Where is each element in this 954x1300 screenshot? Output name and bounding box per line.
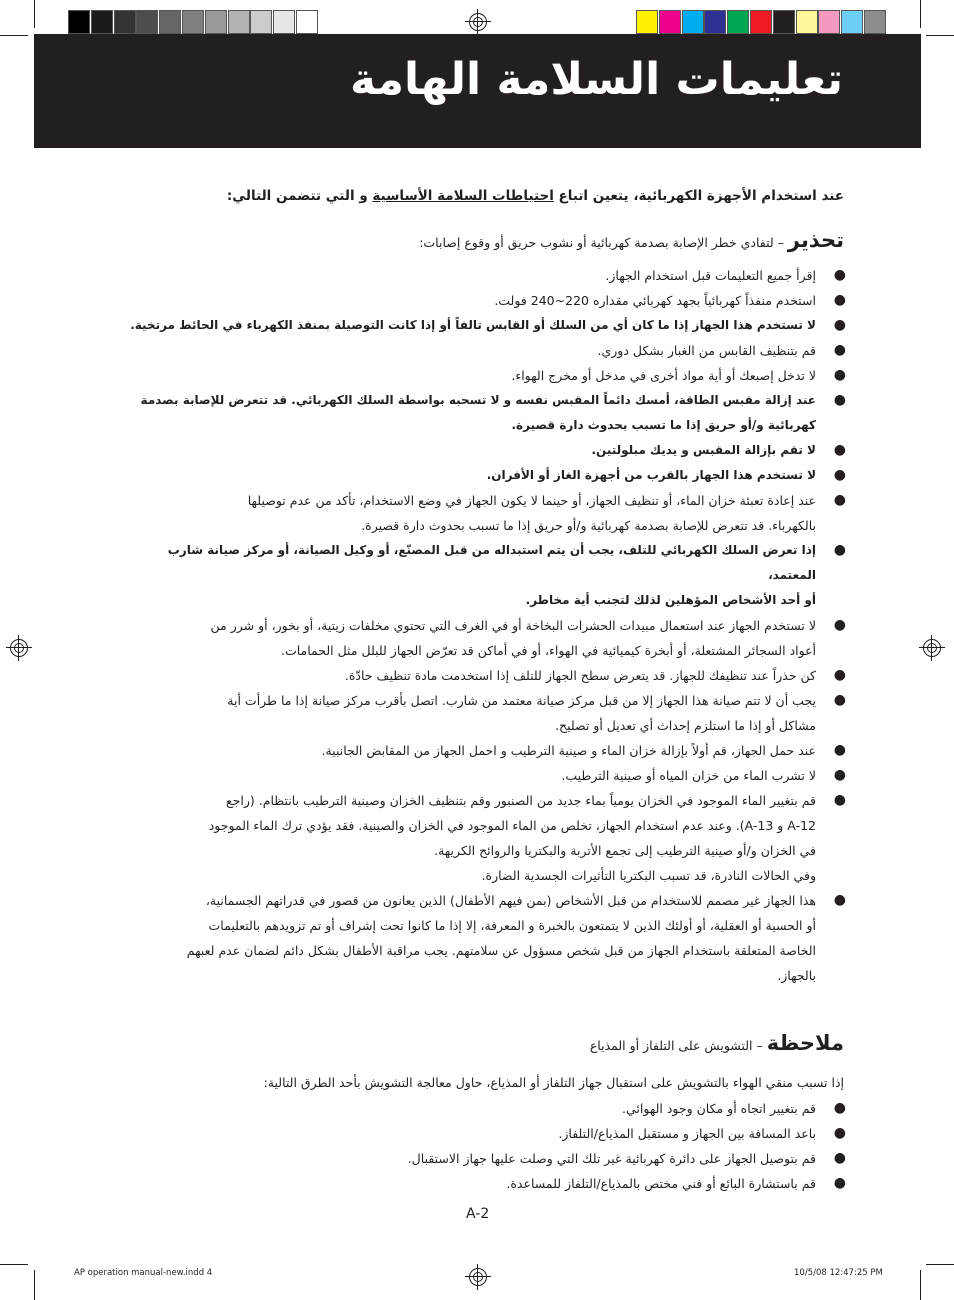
list-item <box>126 438 846 463</box>
bullet-icon: ● <box>833 892 846 908</box>
bullet-icon: ● <box>833 692 846 708</box>
crop-mark <box>0 1264 28 1265</box>
list-item <box>126 288 846 313</box>
registration-mark-icon <box>469 13 487 31</box>
list-item <box>126 1096 846 1121</box>
list-item-text: كن حذراً عند تنظيفك للجهاز. قد يتعرض سطح الجهاز للتلف إذا استخدمت مادة تنظيف حادّة. <box>344 668 816 683</box>
intro-line <box>227 188 844 204</box>
calibration-swatch <box>228 10 250 34</box>
note-line <box>590 1031 844 1055</box>
warning-line <box>419 228 844 252</box>
list-item-text: كهربائية و/أو حريق إذا ما تسبب بحدوث دارة قصيرة. <box>511 418 816 432</box>
intro-text-1: عند استخدام الأجهزة الكهربائية، يتعين اتباع <box>553 188 844 204</box>
bullet-icon: ● <box>833 442 846 458</box>
crop-mark <box>920 0 921 28</box>
page-number: A-2 <box>466 1206 490 1222</box>
list-item-text: يجب أن لا تتم صيانة هذا الجهاز إلا من قبل مركز صيانة معتمد من شارب. اتصل بأقرب مركز صيانة إذا ما طرأت أية <box>227 693 816 708</box>
bullet-icon: ● <box>833 1150 846 1166</box>
color-calibration-strip <box>636 10 887 34</box>
calibration-swatch <box>773 10 795 34</box>
calibration-swatch <box>704 10 726 34</box>
bullet-icon: ● <box>833 1125 846 1141</box>
list-item <box>126 663 846 688</box>
bullet-icon: ● <box>833 292 846 308</box>
list-item <box>126 888 846 988</box>
crop-mark <box>34 0 35 28</box>
calibration-swatch <box>250 10 272 34</box>
bullet-icon: ● <box>833 667 846 683</box>
calibration-swatch <box>636 10 658 34</box>
list-item-text: قم بتغيير اتجاه أو مكان وجود الهوائي. <box>622 1101 816 1116</box>
list-item-text: إذا تعرض السلك الكهربائي للتلف، يجب أن يتم استبداله من قبل المصنّع، أو وكيل الصيانة، أو مركز صيانة شارب المعتمد، <box>167 543 816 582</box>
list-item-text: أعواد السجائر المشتعلة، أو أبخرة كيميائية في الهواء، أو في أماكن قد تعرّض الجهاز للبلل مثل الحمامات. <box>280 643 816 658</box>
list-item-text: لا تشرب الماء من خزان المياه أو صينية الترطيب. <box>561 768 816 783</box>
registration-mark-icon <box>469 1268 487 1286</box>
bullet-icon: ● <box>833 1100 846 1116</box>
calibration-swatch <box>659 10 681 34</box>
safety-instructions-list <box>126 263 846 988</box>
list-item-text: قم بتنظيف القابس من الغبار بشكل دوري. <box>597 343 816 358</box>
calibration-swatch <box>68 10 90 34</box>
list-item-text: وفي الحالات النادرة، قد تسبب البكتريا التأثيرات الجسدية الضارة. <box>481 868 816 883</box>
note-text: – التشويش على التلفاز أو المذياع <box>589 1038 763 1053</box>
list-item-text: بالكهرباء. قد تتعرض للإصابة بصدمة كهربائية و/أو حريق إذا ما تسبب بحدوث دارة قصيرة. <box>361 518 816 533</box>
calibration-swatch <box>273 10 295 34</box>
list-item-text: الخاصة المتعلقة باستخدام الجهاز من قبل شخص مسؤول عن سلامتهم. يجب مراقبة الأطفال بشكل دائم لضمان عدم لعبهم <box>186 943 816 958</box>
list-item-text: لا تستخدم الجهاز عند استعمال مبيدات الحشرات البخاخة أو في الغرف التي تحتوي مخلفات زيتية، أو بخور، أو شرر من <box>210 618 816 633</box>
calibration-swatch <box>91 10 113 34</box>
list-item-text: قم بتوصيل الجهاز على دائرة كهربائية غير تلك التي وصلت عليها جهاز الاستقبال. <box>407 1151 816 1166</box>
list-item-text: إقرأ جميع التعليمات قبل استخدام الجهاز. <box>605 268 816 283</box>
list-item <box>126 313 846 338</box>
registration-mark-icon <box>10 639 28 657</box>
bullet-icon: ● <box>833 767 846 783</box>
calibration-swatch <box>205 10 227 34</box>
list-item <box>126 1146 846 1171</box>
list-item <box>126 363 846 388</box>
list-item-text: في الخزان و/أو صينية الترطيب إلى تجمع الأتربة والبكتريا والروائح الكريهة. <box>434 843 816 858</box>
bullet-icon: ● <box>833 367 846 383</box>
intro-underlined: احتياطات السلامة الأساسية <box>372 188 554 204</box>
list-item <box>126 538 846 613</box>
list-item <box>126 763 846 788</box>
list-item <box>126 263 846 288</box>
calibration-swatch <box>114 10 136 34</box>
list-item <box>126 463 846 488</box>
crop-mark <box>34 1270 35 1300</box>
list-item <box>126 1171 846 1196</box>
list-item-text: لا تدخل إصبعك أو أية مواد أخرى في مدخل أو مخرج الهواء. <box>511 368 816 383</box>
calibration-swatch <box>796 10 818 34</box>
list-item-text: لا تقم بإزالة المقبس و يديك مبلولتين. <box>591 443 816 457</box>
bullet-icon: ● <box>833 317 846 333</box>
warning-heading: تحذير <box>787 228 844 252</box>
calibration-swatch <box>727 10 749 34</box>
list-item-text: A-12 و A-13). وعند عدم استخدام الجهاز، تخلص من الماء الموجود في الخزان والصينية. فقد يؤدي ترك الماء الموجود <box>208 818 816 833</box>
intro-text-2: و التي تتضمن التالي: <box>226 188 373 204</box>
calibration-swatch <box>159 10 181 34</box>
calibration-swatch <box>182 10 204 34</box>
calibration-swatch <box>750 10 772 34</box>
list-item-text: لا تستخدم هذا الجهاز إذا ما كان أي من السلك أو القابس تالفاً أو إذا كانت التوصيلة بمنفذ الكهرباء في الحائط مرتخية. <box>130 318 816 332</box>
calibration-swatch <box>136 10 158 34</box>
footer-file-name: AP operation manual-new.indd 4 <box>74 1268 213 1278</box>
bullet-icon: ● <box>833 792 846 808</box>
list-item <box>126 688 846 738</box>
bullet-icon: ● <box>833 467 846 483</box>
grayscale-calibration-strip <box>68 10 319 34</box>
list-item-text: قم بتغيير الماء الموجود في الخزان يومياً بماء جديد من الصنبور وقم بتنظيف الخزان وصينية الترطيب بانتظام. (راجع <box>226 793 816 808</box>
list-item <box>126 1121 846 1146</box>
list-item <box>126 488 846 538</box>
bullet-icon: ● <box>833 267 846 283</box>
list-item-text: قم باستشارة البائع أو فني مختص بالمذياع/التلفاز للمساعدة. <box>506 1176 816 1191</box>
bullet-icon: ● <box>833 617 846 633</box>
list-item-text: أو الحسية أو العقلية، أو أولئك الذين لا يتمتعون بالخبرة و المعرفة، إلا إذا ما كانوا تحت إشراف أو تم تزويدهم بالتعليمات <box>208 918 816 933</box>
list-item-text: مشاكل أو إذا ما استلزم إحداث أي تعديل أو تصليح. <box>555 718 816 733</box>
bullet-icon: ● <box>833 492 846 508</box>
note-heading: ملاحظة <box>766 1031 844 1055</box>
title-banner <box>34 34 921 148</box>
registration-mark-icon <box>923 639 941 657</box>
list-item-text: عند إزالة مقبس الطاقة، أمسك دائماً المقبس نفسه و لا تسحبه بواسطة السلك الكهربائي. قد تتعرض للإصابة بصدمة <box>140 393 816 407</box>
list-item <box>126 788 846 888</box>
list-item <box>126 388 846 438</box>
bullet-icon: ● <box>833 1175 846 1191</box>
list-item-text: استخدم منفذاً كهربائياً بجهد كهربائي مقداره 220~240 فولت. <box>494 293 816 308</box>
list-item-text: باعد المسافة بين الجهاز و مستقبل المذياع/التلفاز. <box>558 1126 816 1141</box>
calibration-swatch <box>841 10 863 34</box>
warning-text: – لتفادي خطر الإصابة بصدمة كهربائية أو نشوب حريق أو وقوع إصابات: <box>419 235 788 250</box>
crop-mark <box>926 1264 954 1265</box>
bullet-icon: ● <box>833 742 846 758</box>
note-intro: إذا تسبب منقي الهواء بالتشويش على استقبال جهاز التلفاز أو المذياع، حاول معالجة التشويش بأحد الطرق التالية: <box>263 1075 844 1090</box>
list-item-text: لا تستخدم هذا الجهاز بالقرب من أجهزة الغاز أو الأفران. <box>486 468 816 482</box>
page-title: تعليمات السلامة الهامة <box>350 54 843 105</box>
calibration-swatch <box>818 10 840 34</box>
crop-mark <box>0 35 28 36</box>
calibration-swatch <box>864 10 886 34</box>
interference-steps-list <box>126 1096 846 1196</box>
list-item-text: عند حمل الجهاز، قم أولاً بإزالة خزان الماء و صينية الترطيب و احمل الجهاز من المقابض الجانبية. <box>321 743 816 758</box>
list-item-text: بالجهاز. <box>777 968 816 983</box>
crop-mark <box>926 35 954 36</box>
bullet-icon: ● <box>833 392 846 408</box>
list-item-text: هذا الجهاز غير مصمم للاستخدام من قبل الأشخاص (بمن فيهم الأطفال) الذين يعانون من قصور في قدراتهم الجسمانية، <box>205 893 816 908</box>
list-item <box>126 613 846 663</box>
list-item <box>126 338 846 363</box>
calibration-swatch <box>682 10 704 34</box>
list-item-text: عند إعادة تعبئة خزان الماء، أو تنظيف الجهاز، أو حينما لا يكون الجهاز في وضع الاستخدام، تأكد من عدم توصيلها <box>247 493 816 508</box>
crop-mark <box>920 1270 921 1300</box>
calibration-swatch <box>296 10 318 34</box>
bullet-icon: ● <box>833 342 846 358</box>
list-item <box>126 738 846 763</box>
bullet-icon: ● <box>833 542 846 558</box>
footer-timestamp: 10/5/08 12:47:25 PM <box>794 1268 883 1278</box>
list-item-text: أو أحد الأشخاص المؤهلين لذلك لتجنب أية مخاطر. <box>525 593 816 607</box>
